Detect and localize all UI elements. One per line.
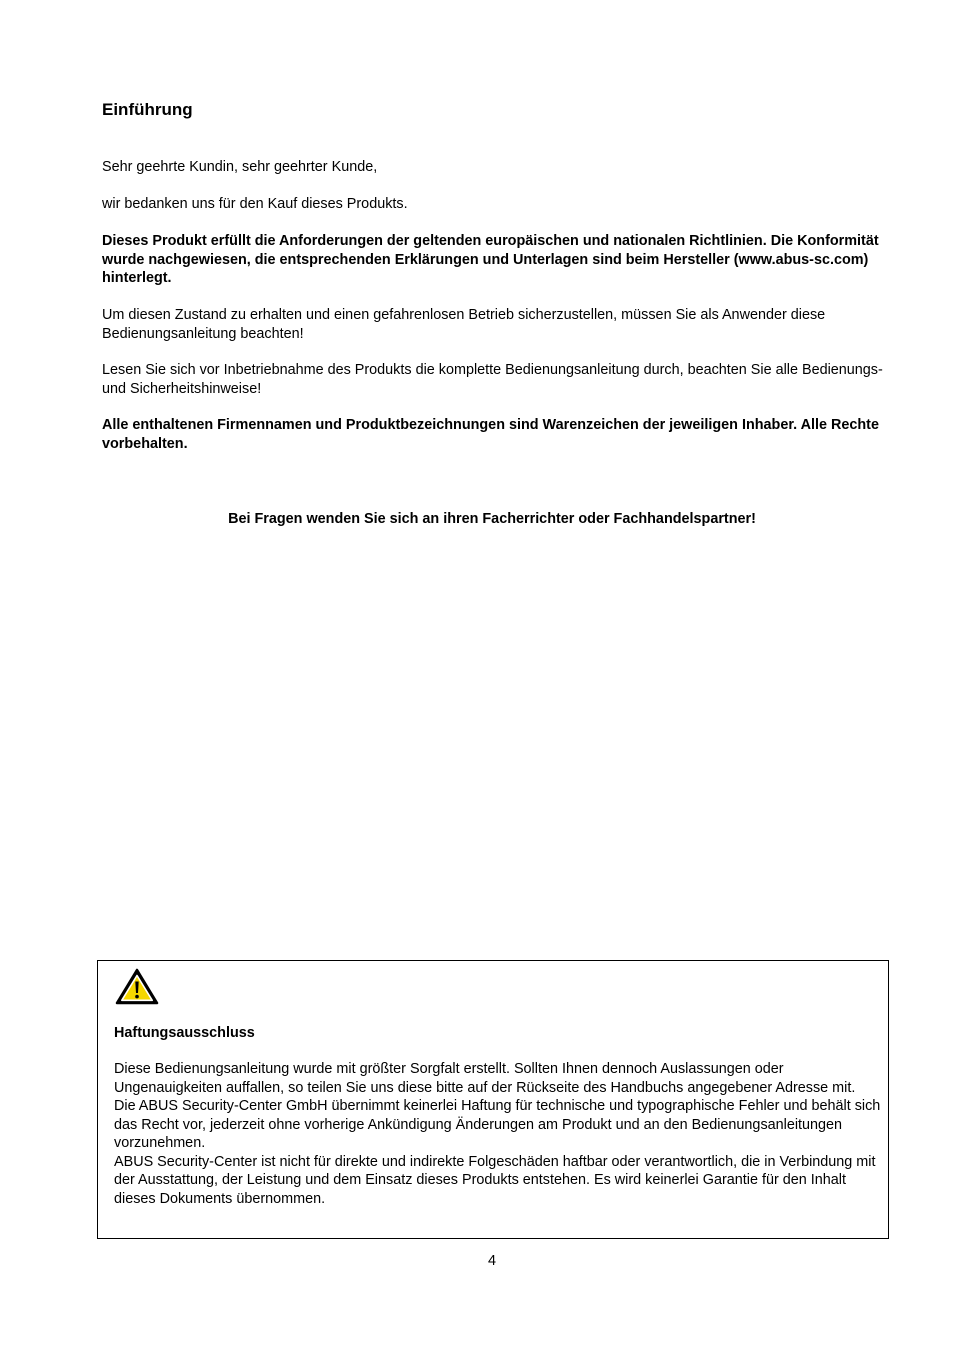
read-manual-paragraph: Lesen Sie sich vor Inbetriebnahme des Produkts die komplette Bedienungsanleitung durch, beachten Sie alle Bedienungs- und Sicherheitshinweise! [102, 362, 883, 397]
conformity-paragraph: Dieses Produkt erfüllt die Anforderungen der geltenden europäischen und nationalen Richtlinien. Die Konformität wurde nachgewiesen, die entsprechenden Erklärungen und Unterlagen sind beim Hersteller (www.abus-sc.com) hinterlegt. [102, 233, 879, 286]
questions-note: Bei Fragen wenden Sie sich an ihren Facherrichter oder Fachhandelspartner! [228, 511, 756, 527]
page-title: Einführung [102, 100, 193, 119]
thanks-paragraph: wir bedanken uns für den Kauf dieses Produkts. [102, 196, 408, 212]
disclaimer-paragraph: ABUS Security-Center ist nicht für direkte und indirekte Folgeschäden haftbar oder verantwortlich, die in Verbindung mit der Ausstattung, der Leistung und dem Einsatz dieses Produkts entstehen. Es wird keinerlei Garantie für den Inhalt dieses Dokuments übernommen. [114, 1153, 876, 1207]
disclaimer-text [114, 1060, 884, 1208]
page-number: 4 [487, 1253, 496, 1269]
disclaimer-paragraph: Diese Bedienungsanleitung wurde mit größter Sorgfalt erstellt. Sollten Ihnen dennoch Auslassungen oder Ungenauigkeiten auffallen, so teilen Sie uns diese bitte auf der Rückseite des Handbuchs angegebener Adresse mit. [114, 1061, 856, 1096]
maintain-paragraph: Um diesen Zustand zu erhalten und einen gefahrenlosen Betrieb sicherzustellen, müssen Sie als Anwender diese Bedienungsanleitung beachten! [102, 307, 826, 342]
disclaimer-box [97, 960, 889, 1239]
disclaimer-paragraph: Die ABUS Security-Center GmbH übernimmt keinerlei Haftung für technische und typographische Fehler und behält sich das Recht vor, jederzeit ohne vorherige Ankündigung Änderungen am Produkt und an den Bedienungsanleitungen vorzunehmen. [114, 1098, 881, 1151]
disclaimer-title: Haftungsausschluss [114, 1025, 255, 1041]
greeting-paragraph: Sehr geehrte Kundin, sehr geehrter Kunde, [102, 159, 378, 175]
trademarks-paragraph: Alle enthaltenen Firmennamen und Produktbezeichnungen sind Warenzeichen der jeweiligen Inhaber. Alle Rechte vorbehalten. [102, 417, 879, 452]
warning-icon [115, 968, 159, 1006]
